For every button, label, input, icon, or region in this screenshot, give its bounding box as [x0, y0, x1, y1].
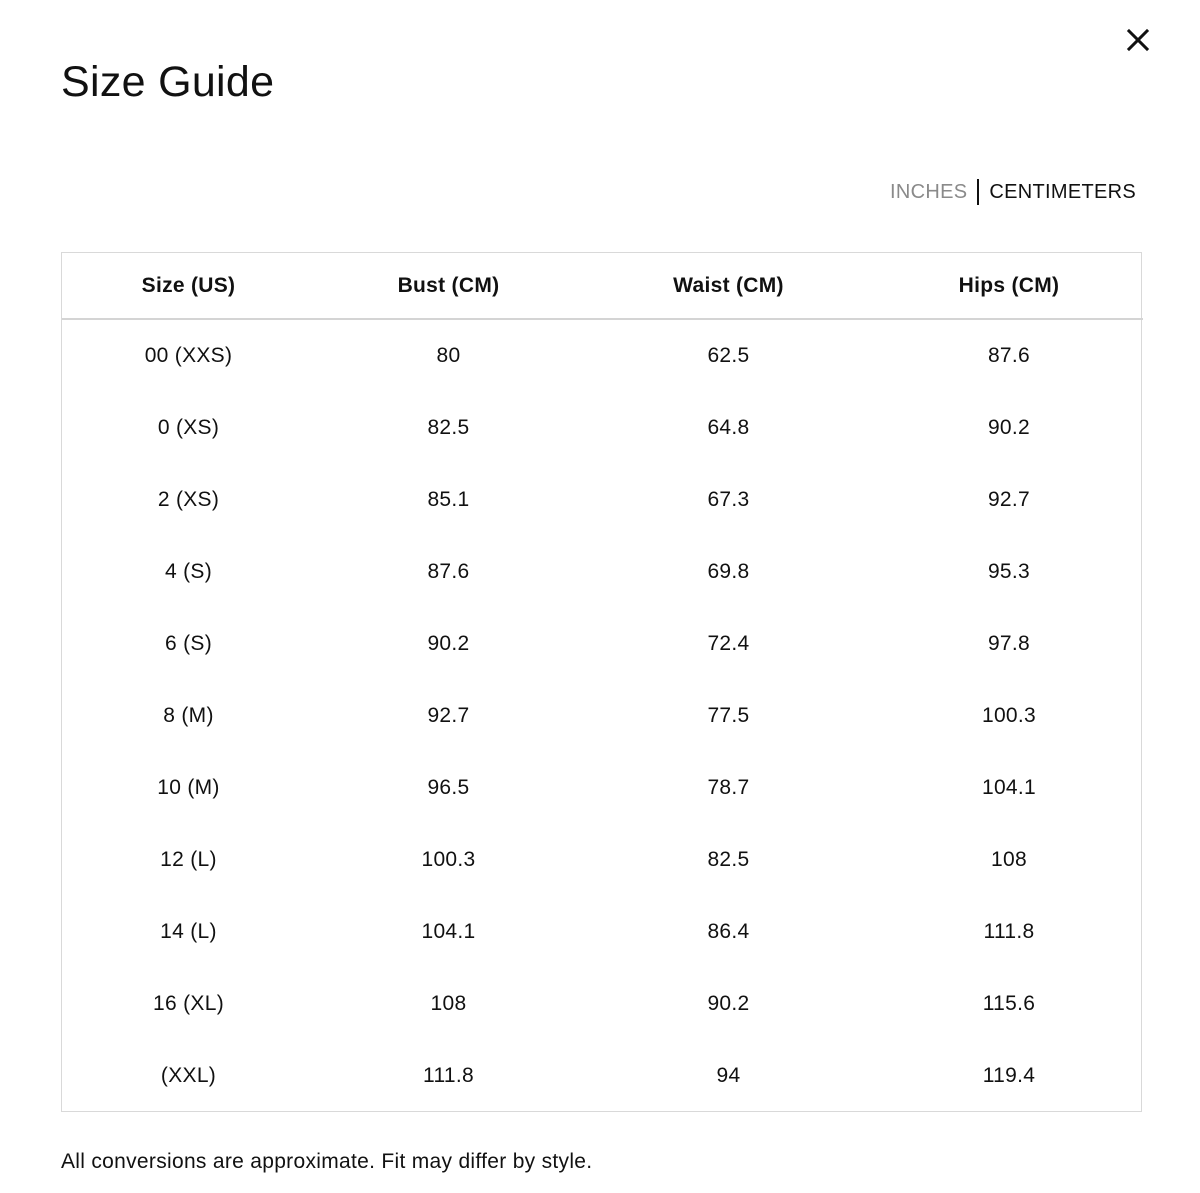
- table-row: [62, 968, 1143, 1040]
- cell-bust: 100.3: [421, 848, 476, 871]
- cell-bust: 92.7: [427, 704, 470, 727]
- table-row: [62, 752, 1143, 824]
- cell-waist: 86.4: [707, 920, 750, 943]
- table-row: [62, 896, 1143, 968]
- cell-hips: 119.4: [982, 1064, 1036, 1087]
- table-row: [62, 392, 1143, 464]
- cell-bust: 82.5: [427, 416, 470, 439]
- cell-size: 2 (XS): [157, 488, 220, 511]
- page-title: Size Guide: [61, 58, 275, 106]
- cell-waist: 72.4: [707, 632, 750, 655]
- close-icon[interactable]: [1122, 24, 1154, 56]
- table-row: [62, 680, 1143, 752]
- cell-size: 00 (XXS): [144, 344, 233, 367]
- cell-hips: 87.6: [987, 344, 1031, 367]
- cell-waist: 62.5: [707, 344, 750, 367]
- table-row: [62, 536, 1143, 608]
- cell-waist: 94: [716, 1064, 741, 1087]
- size-table: [62, 253, 1143, 1112]
- unit-option-inches[interactable]: INCHES: [889, 181, 968, 203]
- cell-bust: 87.6: [427, 560, 470, 583]
- cell-waist: 90.2: [707, 992, 750, 1015]
- cell-waist: 64.8: [707, 416, 750, 439]
- cell-size: 4 (S): [164, 560, 212, 583]
- table-row: [62, 608, 1143, 680]
- cell-hips: 90.2: [987, 416, 1031, 439]
- cell-size: 0 (XS): [157, 416, 220, 439]
- cell-hips: 104.1: [981, 776, 1037, 799]
- cell-waist: 82.5: [707, 848, 750, 871]
- cell-hips: 95.3: [987, 560, 1031, 583]
- table-row: [62, 824, 1143, 896]
- size-table-container: [61, 252, 1142, 1112]
- cell-size: 6 (S): [164, 632, 212, 655]
- unit-divider: [977, 179, 979, 205]
- cell-bust: 90.2: [427, 632, 470, 655]
- cell-size: (XXL): [160, 1064, 217, 1087]
- cell-hips: 97.8: [987, 632, 1031, 655]
- cell-bust: 104.1: [421, 920, 476, 943]
- table-row: [62, 319, 1143, 392]
- cell-hips: 92.7: [987, 488, 1031, 511]
- column-header-size: Size (US): [62, 253, 315, 319]
- column-header-hips: Hips (CM): [875, 253, 1143, 319]
- table-header-row: [62, 253, 1143, 319]
- cell-waist: 77.5: [707, 704, 750, 727]
- conversion-footnote: All conversions are approximate. Fit may differ by style.: [61, 1150, 593, 1173]
- cell-bust: 96.5: [427, 776, 470, 799]
- table-row: [62, 464, 1143, 536]
- column-header-waist: Waist (CM): [582, 253, 875, 319]
- unit-option-centimeters[interactable]: CENTIMETERS: [989, 181, 1136, 203]
- cell-hips: 108: [991, 848, 1027, 871]
- cell-size: 14 (L): [160, 920, 217, 943]
- cell-waist: 67.3: [707, 488, 750, 511]
- cell-bust: 85.1: [427, 488, 470, 511]
- cell-hips: 115.6: [982, 992, 1036, 1015]
- cell-waist: 78.7: [707, 776, 750, 799]
- table-body: [62, 319, 1143, 1112]
- cell-size: 12 (L): [160, 848, 217, 871]
- table-row: [62, 1040, 1143, 1112]
- column-header-bust: Bust (CM): [315, 253, 582, 319]
- cell-bust: 80: [436, 344, 461, 367]
- unit-toggle: [890, 178, 1136, 206]
- cell-hips: 100.3: [981, 704, 1037, 727]
- cell-size: 8 (M): [163, 704, 214, 727]
- cell-size: 10 (M): [157, 776, 220, 799]
- cell-bust: 111.8: [423, 1064, 474, 1087]
- cell-bust: 108: [430, 992, 467, 1015]
- cell-hips: 111.8: [983, 920, 1035, 943]
- cell-waist: 69.8: [707, 560, 750, 583]
- cell-size: 16 (XL): [153, 992, 224, 1015]
